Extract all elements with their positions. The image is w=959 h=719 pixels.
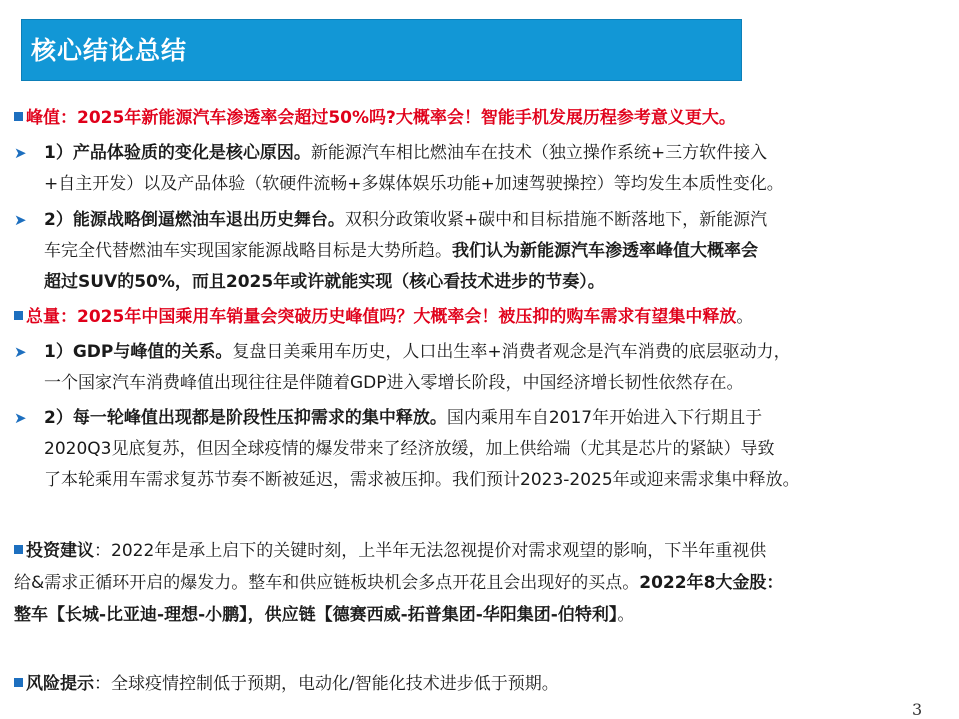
square-bullet-icon	[14, 112, 23, 121]
investment-line1: 投资建议：2022年是承上启下的关键时刻，上半年无法忽视提价对需求观望的影响，下半年重视供	[14, 541, 766, 562]
square-bullet-icon	[14, 311, 23, 320]
square-bullet-icon	[14, 545, 23, 554]
title-bar	[18, 19, 742, 81]
section1-point2-line3: 超过SUV的50%，而且2025年或许就能实现（核心看技术进步的节奏）。	[44, 272, 605, 292]
section1-heading: 峰值：2025年新能源汽车渗透率会超过50%吗?大概率会！智能手机发展历程参考意义更大。	[14, 108, 736, 129]
square-bullet-icon	[14, 678, 23, 687]
section2-point1-line2: 一个国家汽车消费峰值出现往往是伴随着GDP进入零增长阶段，中国经济增长韧性依然存在。	[44, 373, 744, 393]
page-number: 3	[912, 700, 923, 719]
risk-line: 风险提示：全球疫情控制低于预期，电动化/智能化技术进步低于预期。	[14, 674, 559, 695]
investment-line3: 整车【长城-比亚迪-理想-小鹏】，供应链【德赛西威-拓普集团-华阳集团-伯特利】。	[14, 605, 635, 625]
section1-point1-line1: ➤ 1）产品体验质的变化是核心原因。新能源汽车相比燃油车在技术（独立操作系统+三方软件接入	[14, 143, 768, 163]
section2-point2-line3: 了本轮乘用车需求复苏节奏不断被延迟，需求被压抑。我们预计2023-2025年或迎来需求集中释放。	[44, 470, 800, 490]
investment-line2: 给&需求正循环开启的爆发力。整车和供应链板块机会多点开花且会出现好的买点。2022年8大金股：	[14, 573, 784, 593]
section1-point2-line2: 车完全代替燃油车实现国家能源战略目标是大势所趋。我们认为新能源汽车渗透率峰值大概率会	[44, 241, 758, 261]
section2-point2-line1: ➤ 2）每一轮峰值出现都是阶段性压抑需求的集中释放。国内乘用车自2017年开始进入下行期且于	[14, 408, 763, 428]
arrow-bullet-icon: ➤	[14, 409, 27, 427]
page-title: 核心结论总结	[31, 36, 188, 65]
section2-heading: 总量：2025年中国乘用车销量会突破历史峰值吗？大概率会！被压抑的购车需求有望集中释放。	[14, 307, 753, 328]
section2-point2-line2: 2020Q3见底复苏，但因全球疫情的爆发带来了经济放缓，加上供给端（尤其是芯片的紧缺）导致	[44, 439, 775, 459]
section1-point2-line1: ➤ 2）能源战略倒逼燃油车退出历史舞台。双积分政策收紧+碳中和目标措施不断落地下，新能源汽	[14, 210, 768, 230]
section1-point1-line2: +自主开发）以及产品体验（软硬件流畅+多媒体娱乐功能+加速驾驶操控）等均发生本质性变化。	[44, 174, 784, 194]
arrow-bullet-icon: ➤	[14, 211, 27, 229]
arrow-bullet-icon: ➤	[14, 144, 27, 162]
section2-point1-line1: ➤ 1）GDP与峰值的关系。复盘日美乘用车历史，人口出生率+消费者观念是汽车消费的底层驱动力，	[14, 342, 791, 362]
arrow-bullet-icon: ➤	[14, 343, 27, 361]
